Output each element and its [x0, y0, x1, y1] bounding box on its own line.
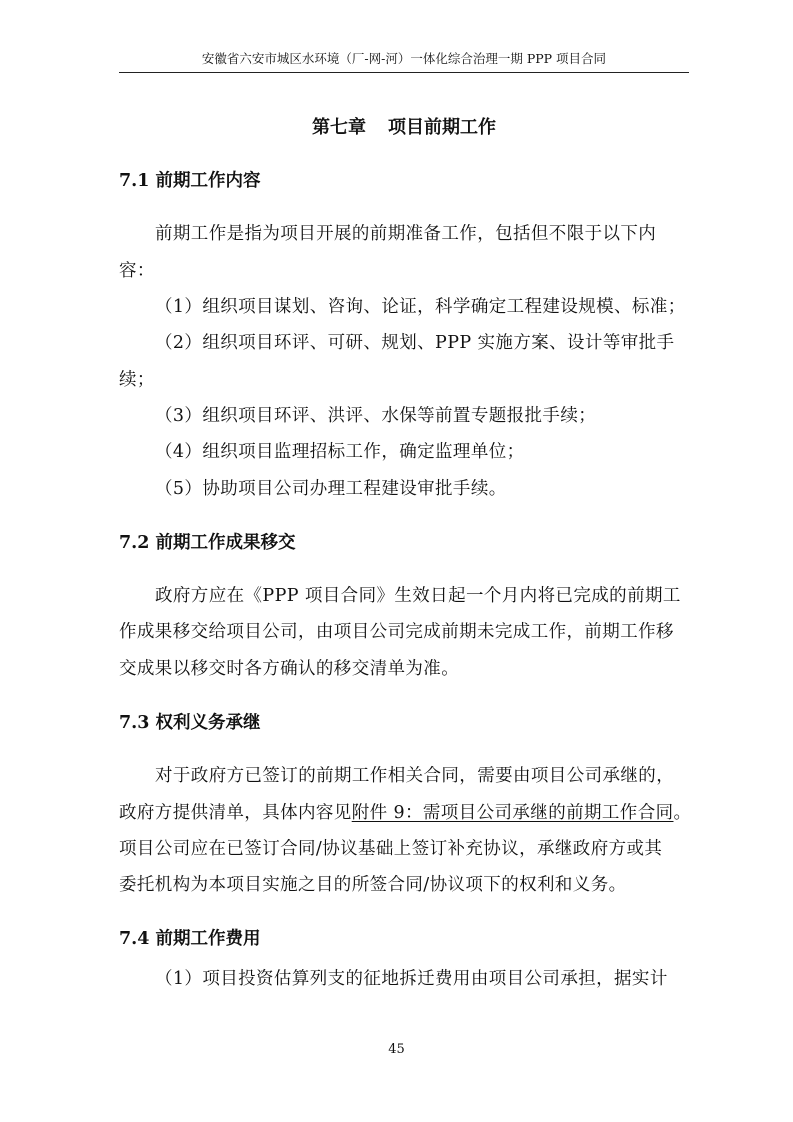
page-number: 45: [388, 1042, 405, 1057]
paragraph-line: 容：: [119, 261, 155, 281]
section-heading-7-4: 7.4 前期工作费用: [119, 929, 261, 949]
list-item: （1）项目投资估算列支的征地拆迁费用由项目公司承担，据实计: [155, 969, 668, 989]
list-item: （2）组织项目环评、可研、规划、PPP 实施方案、设计等审批手: [155, 333, 675, 353]
chapter-title: [119, 114, 689, 142]
list-item: （3）组织项目环评、洪评、水保等前置专题报批手续；: [155, 406, 597, 426]
list-item-continuation: 续；: [119, 370, 155, 390]
list-item: （4）组织项目监理招标工作，确定监理单位；: [155, 442, 525, 462]
paragraph-line: 作成果移交给项目公司，由项目公司完成前期未完成工作，前期工作移: [119, 622, 674, 642]
annex-9-link[interactable]: 附件 9：需项目公司承继的前期工作合同: [351, 803, 674, 823]
section-heading-7-3: 7.3 权利义务承继: [119, 713, 261, 733]
text-span: 政府方提供清单，具体内容见: [119, 803, 352, 823]
chapter-name: 项目前期工作: [388, 117, 496, 138]
paragraph-line: 交成果以移交时各方确认的移交清单为准。: [119, 659, 460, 679]
list-item: （5）协助项目公司办理工程建设审批手续。: [155, 479, 507, 499]
section-heading-7-2: 7.2 前期工作成果移交: [119, 533, 296, 553]
paragraph-line: 政府方应在《PPP 项目合同》生效日起一个月内将已完成的前期工: [155, 586, 681, 606]
running-header: 安徽省六安市城区水环境（厂-网-河）一体化综合治理一期 PPP 项目合同: [201, 51, 607, 66]
paragraph-line: [119, 800, 691, 826]
list-item: （1）组织项目谋划、咨询、论证，科学确定工程建设规模、标准；: [155, 297, 686, 317]
paragraph-line: 前期工作是指为项目开展的前期准备工作，包括但不限于以下内: [155, 224, 657, 244]
paragraph-line: 项目公司应在已签订合同/协议基础上签订补充协议，承继政府方或其: [119, 839, 663, 859]
paragraph-line: 对于政府方已签订的前期工作相关合同，需要由项目公司承继的，: [155, 766, 675, 786]
paragraph-line: 委托机构为本项目实施之目的所签合同/协议项下的权利和义务。: [119, 875, 627, 895]
text-span: 。: [673, 803, 692, 823]
chapter-number: 第七章: [312, 117, 366, 138]
section-heading-7-1: 7.1 前期工作内容: [119, 171, 261, 191]
header-rule: [119, 72, 689, 73]
